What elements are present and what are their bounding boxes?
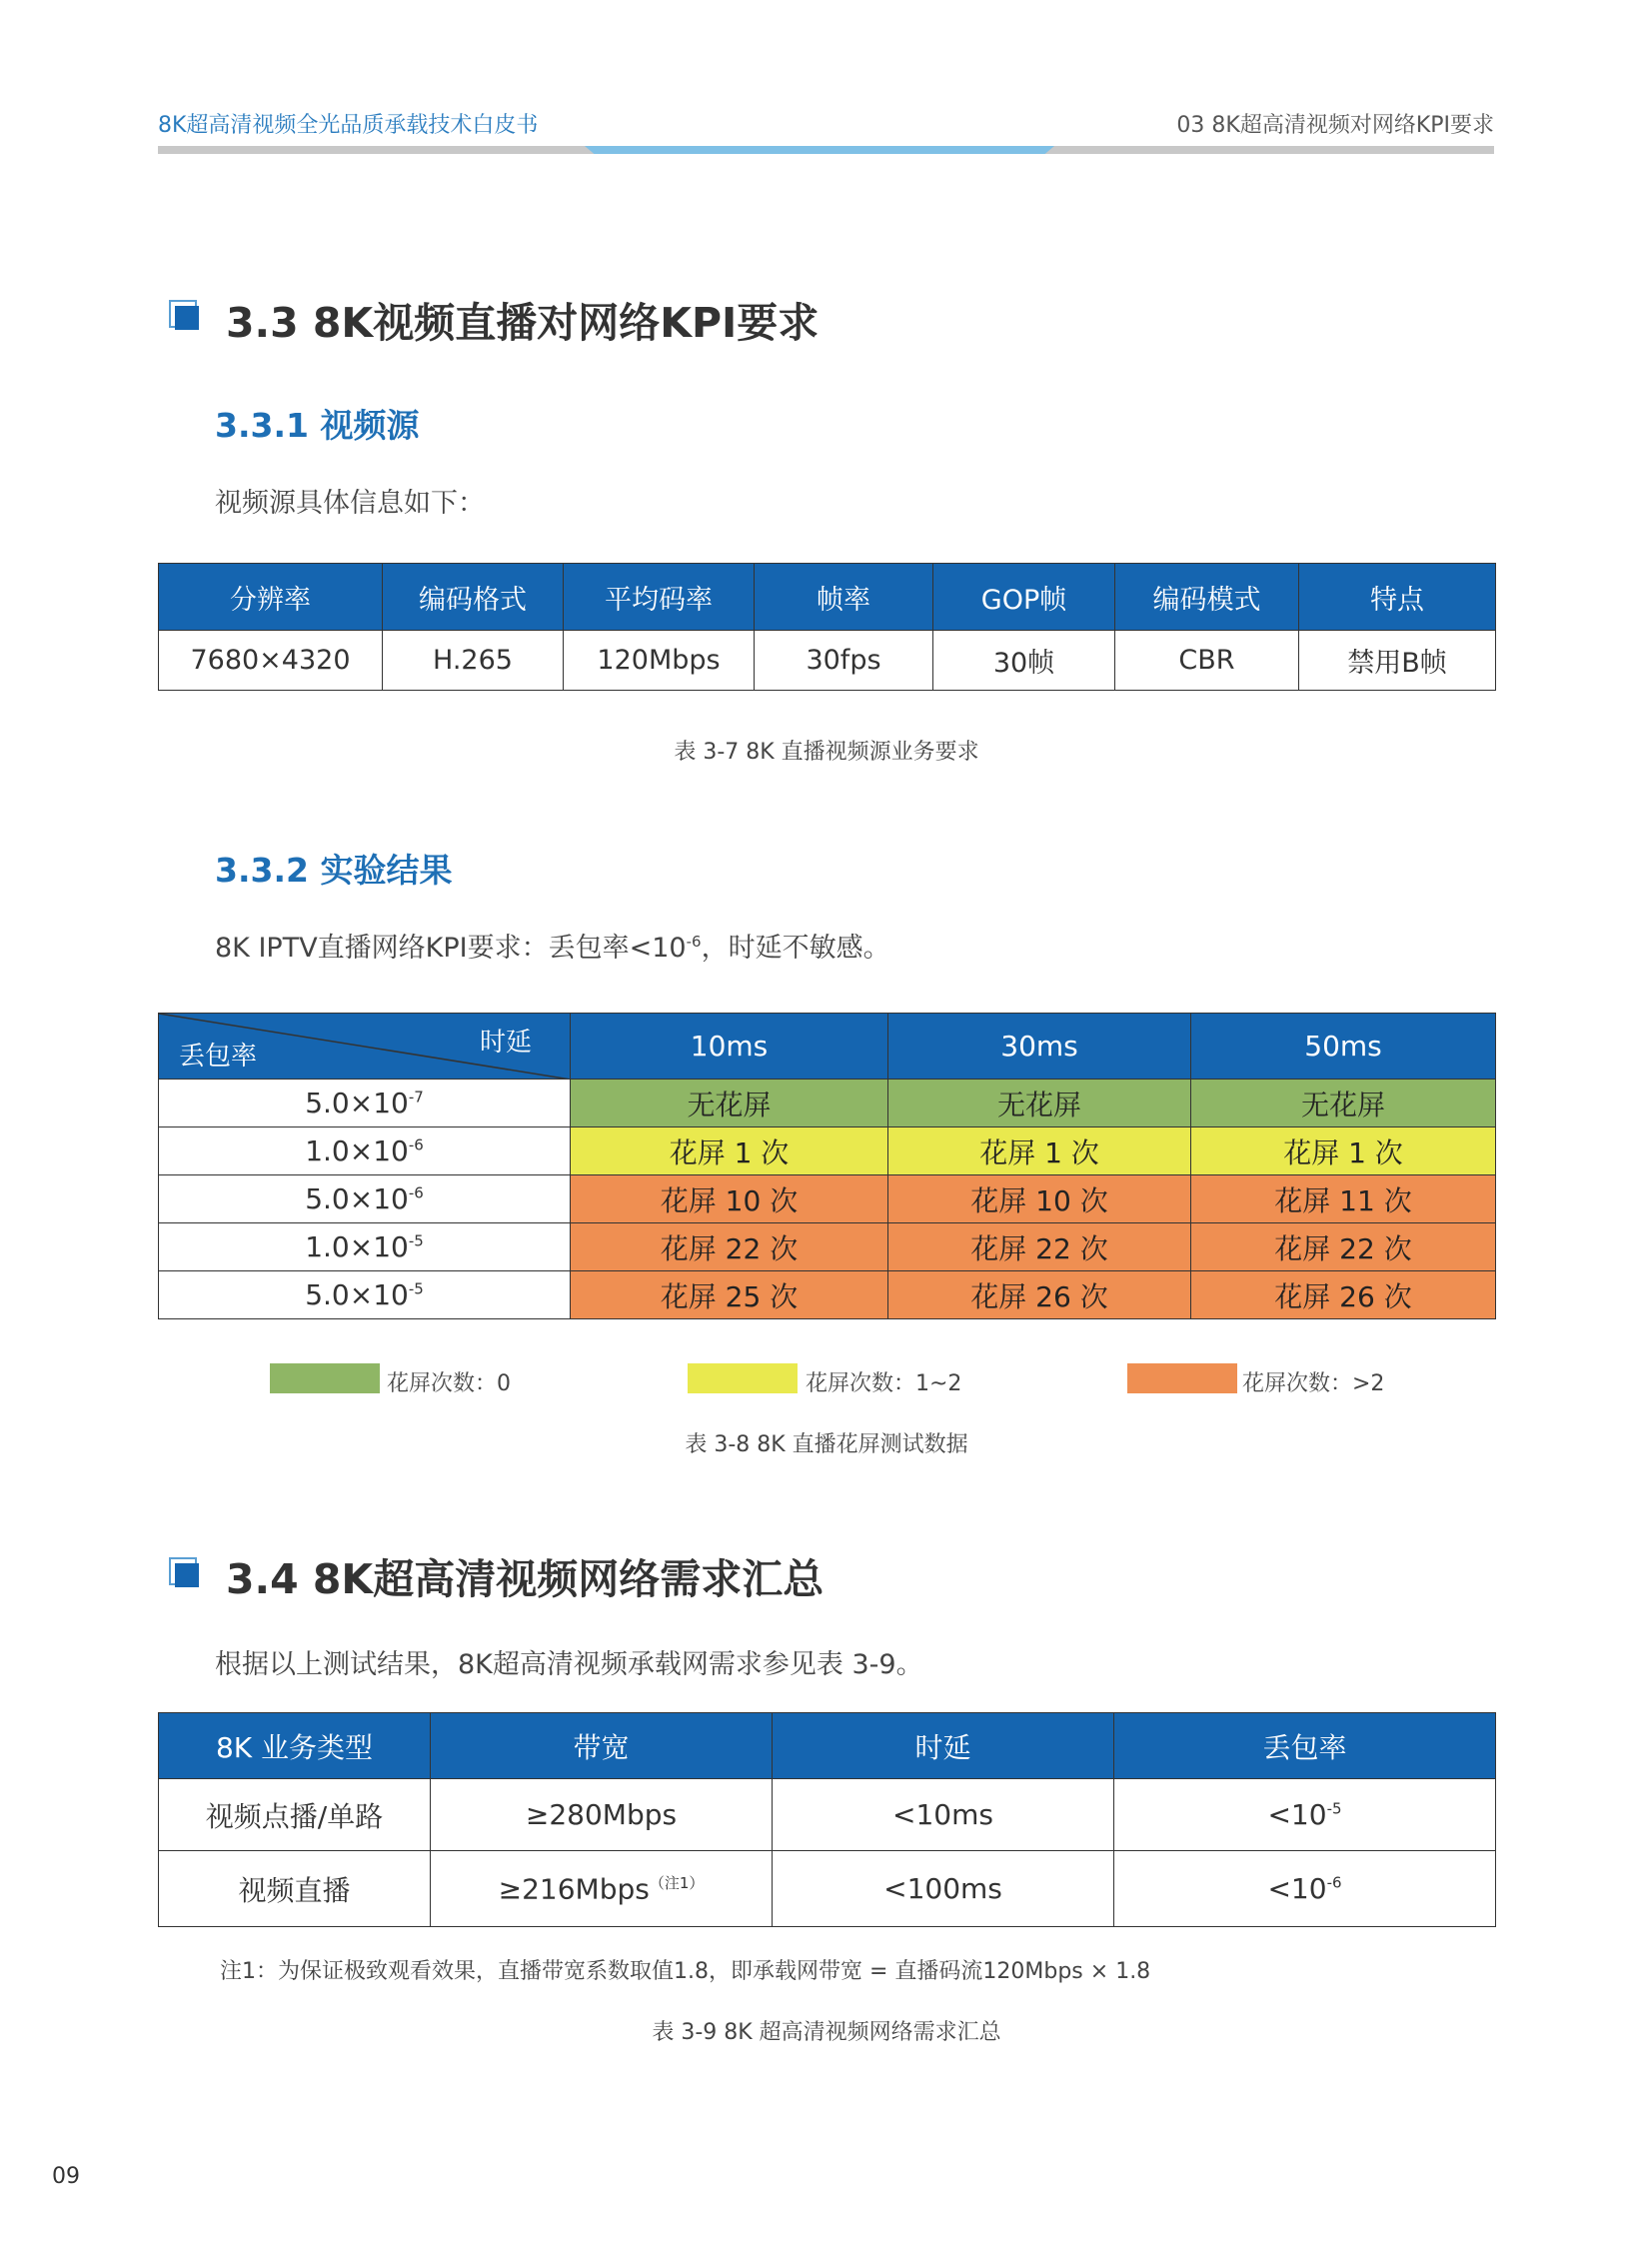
table-row (159, 631, 1496, 691)
loss-base: <10 (1267, 1798, 1327, 1831)
result-cell: 花屏 10 次 (888, 1175, 1191, 1223)
result-cell: 花屏 22 次 (1191, 1223, 1496, 1271)
header-bandwidth: 带宽 (431, 1713, 773, 1779)
loss-base: <10 (1267, 1872, 1327, 1905)
result-cell: 花屏 11 次 (1191, 1175, 1496, 1223)
loss-exponent: -6 (1326, 1873, 1342, 1892)
loss-rate-exponent: -7 (408, 1088, 424, 1107)
loss-rate-cell (159, 1080, 571, 1127)
cell-packet-loss (1114, 1851, 1496, 1927)
result-cell: 花屏 26 次 (1191, 1271, 1496, 1319)
cell-packet-loss (1114, 1779, 1496, 1851)
loss-rate-exponent: -6 (408, 1135, 424, 1154)
table-header-row (159, 1713, 1496, 1779)
loss-rate-exponent: -6 (408, 1183, 424, 1202)
page-number: 09 (52, 2164, 80, 2189)
result-cell: 花屏 26 次 (888, 1271, 1191, 1319)
corner-header-delay: 时延 (479, 1028, 532, 1058)
result-cell: 无花屏 (571, 1080, 888, 1127)
loss-rate-cell (159, 1127, 571, 1175)
legend-swatch-yellow (688, 1363, 798, 1393)
loss-exponent: -5 (1326, 1799, 1342, 1818)
loss-rate-cell (159, 1175, 571, 1223)
cell-service-type: 视频点播/单路 (159, 1779, 431, 1851)
summary-intro: 根据以上测试结果，8K超高清视频承载网需求参见表 3-9。 (215, 1649, 923, 1680)
loss-rate-base: 5.0×10 (305, 1182, 409, 1215)
legend-swatch-orange (1127, 1363, 1237, 1393)
result-cell: 无花屏 (888, 1080, 1191, 1127)
loss-rate-cell (159, 1271, 571, 1319)
corner-header-cell (159, 1014, 571, 1080)
table-3-9-caption: 表 3-9 8K 超高清视频网络需求汇总 (652, 2020, 1001, 2045)
cell-feature: 禁用B帧 (1299, 631, 1496, 691)
result-cell: 花屏 10 次 (571, 1175, 888, 1223)
legend-label-many: 花屏次数：>2 (1242, 1371, 1385, 1396)
header-packet-loss: 丢包率 (1114, 1713, 1496, 1779)
header-document-title: 8K超高清视频全光品质承载技术白皮书 (158, 113, 539, 138)
cell-encoding-mode: CBR (1115, 631, 1299, 691)
table-3-8-caption: 表 3-8 8K 直播花屏测试数据 (685, 1432, 968, 1457)
section-3-3-title: 3.3 8K视频直播对网络KPI要求 (226, 299, 820, 347)
kpi-requirement-text (215, 926, 890, 965)
table-row (159, 1271, 1496, 1319)
result-cell: 花屏 22 次 (571, 1223, 888, 1271)
table-3-9-footnote: 注1：为保证极致观看效果，直播带宽系数取值1.8，即承载网带宽 = 直播码流120Mbps × 1.8 (220, 1959, 1151, 1984)
result-cell: 无花屏 (1191, 1080, 1496, 1127)
legend-label-none: 花屏次数：0 (387, 1371, 511, 1396)
video-source-intro: 视频源具体信息如下： (215, 488, 485, 519)
loss-rate-base: 5.0×10 (305, 1087, 409, 1120)
table-header-row (159, 564, 1496, 631)
result-cell: 花屏 1 次 (1191, 1127, 1496, 1175)
table-row (159, 1851, 1496, 1927)
header-service-type: 8K 业务类型 (159, 1713, 431, 1779)
loss-rate-cell (159, 1223, 571, 1271)
cell-resolution: 7680×4320 (159, 631, 383, 691)
cell-delay: <100ms (773, 1851, 1114, 1927)
header-feature: 特点 (1299, 564, 1496, 631)
header-gop: GOP帧 (933, 564, 1115, 631)
cell-service-type: 视频直播 (159, 1851, 431, 1927)
header-divider-accent (585, 146, 1054, 154)
subsection-3-3-2-title: 3.3.2 实验结果 (215, 851, 453, 890)
header-encoding-mode: 编码模式 (1115, 564, 1299, 631)
cell-gop: 30帧 (933, 631, 1115, 691)
loss-rate-exponent: -5 (408, 1231, 424, 1250)
loss-rate-exponent: -5 (408, 1279, 424, 1298)
loss-rate-base: 1.0×10 (305, 1230, 409, 1263)
subsection-3-3-1-title: 3.3.1 视频源 (215, 406, 420, 445)
cell-bandwidth: ≥280Mbps (431, 1779, 773, 1851)
cell-codec: H.265 (383, 631, 564, 691)
kpi-text-pre: 8K IPTV直播网络KPI要求：丢包率<10 (215, 933, 687, 964)
loss-rate-base: 5.0×10 (305, 1278, 409, 1311)
corner-header-loss: 丢包率 (179, 1042, 258, 1072)
result-cell: 花屏 1 次 (571, 1127, 888, 1175)
header-codec: 编码格式 (383, 564, 564, 631)
header-delay-10ms: 10ms (571, 1014, 888, 1080)
legend-label-few: 花屏次数：1~2 (806, 1371, 962, 1396)
cell-frame-rate: 30fps (755, 631, 933, 691)
result-cell: 花屏 22 次 (888, 1223, 1191, 1271)
header-frame-rate: 帧率 (755, 564, 933, 631)
header-avg-bitrate: 平均码率 (564, 564, 755, 631)
cell-delay: <10ms (773, 1779, 1114, 1851)
header-chapter-title: 03 8K超高清视频对网络KPI要求 (1176, 113, 1494, 138)
cell-avg-bitrate: 120Mbps (564, 631, 755, 691)
table-row (159, 1779, 1496, 1851)
cell-bandwidth (431, 1851, 773, 1927)
table-row (159, 1175, 1496, 1223)
table-3-7-caption: 表 3-7 8K 直播视频源业务要求 (674, 740, 979, 765)
table-row (159, 1127, 1496, 1175)
table-row (159, 1223, 1496, 1271)
section-square-icon (169, 1557, 199, 1587)
header-resolution: 分辨率 (159, 564, 383, 631)
bandwidth-value: ≥216Mbps (498, 1872, 650, 1906)
section-square-icon (169, 300, 199, 330)
header-delay-50ms: 50ms (1191, 1014, 1496, 1080)
section-3-4-title: 3.4 8K超高清视频网络需求汇总 (226, 1555, 825, 1603)
video-source-table (158, 563, 1496, 691)
header-delay-30ms: 30ms (888, 1014, 1191, 1080)
result-cell: 花屏 1 次 (888, 1127, 1191, 1175)
result-cell: 花屏 25 次 (571, 1271, 888, 1319)
table-header-row (159, 1014, 1496, 1080)
network-requirements-table (158, 1712, 1496, 1927)
kpi-text-post: ，时延不敏感。 (701, 933, 890, 964)
bandwidth-note-marker: （注1） (649, 1873, 705, 1892)
loss-rate-base: 1.0×10 (305, 1134, 409, 1167)
table-row (159, 1080, 1496, 1127)
kpi-text-exponent: -6 (686, 933, 702, 951)
legend-swatch-green (270, 1363, 380, 1393)
screen-artifact-table (158, 1013, 1496, 1319)
header-delay: 时延 (773, 1713, 1114, 1779)
